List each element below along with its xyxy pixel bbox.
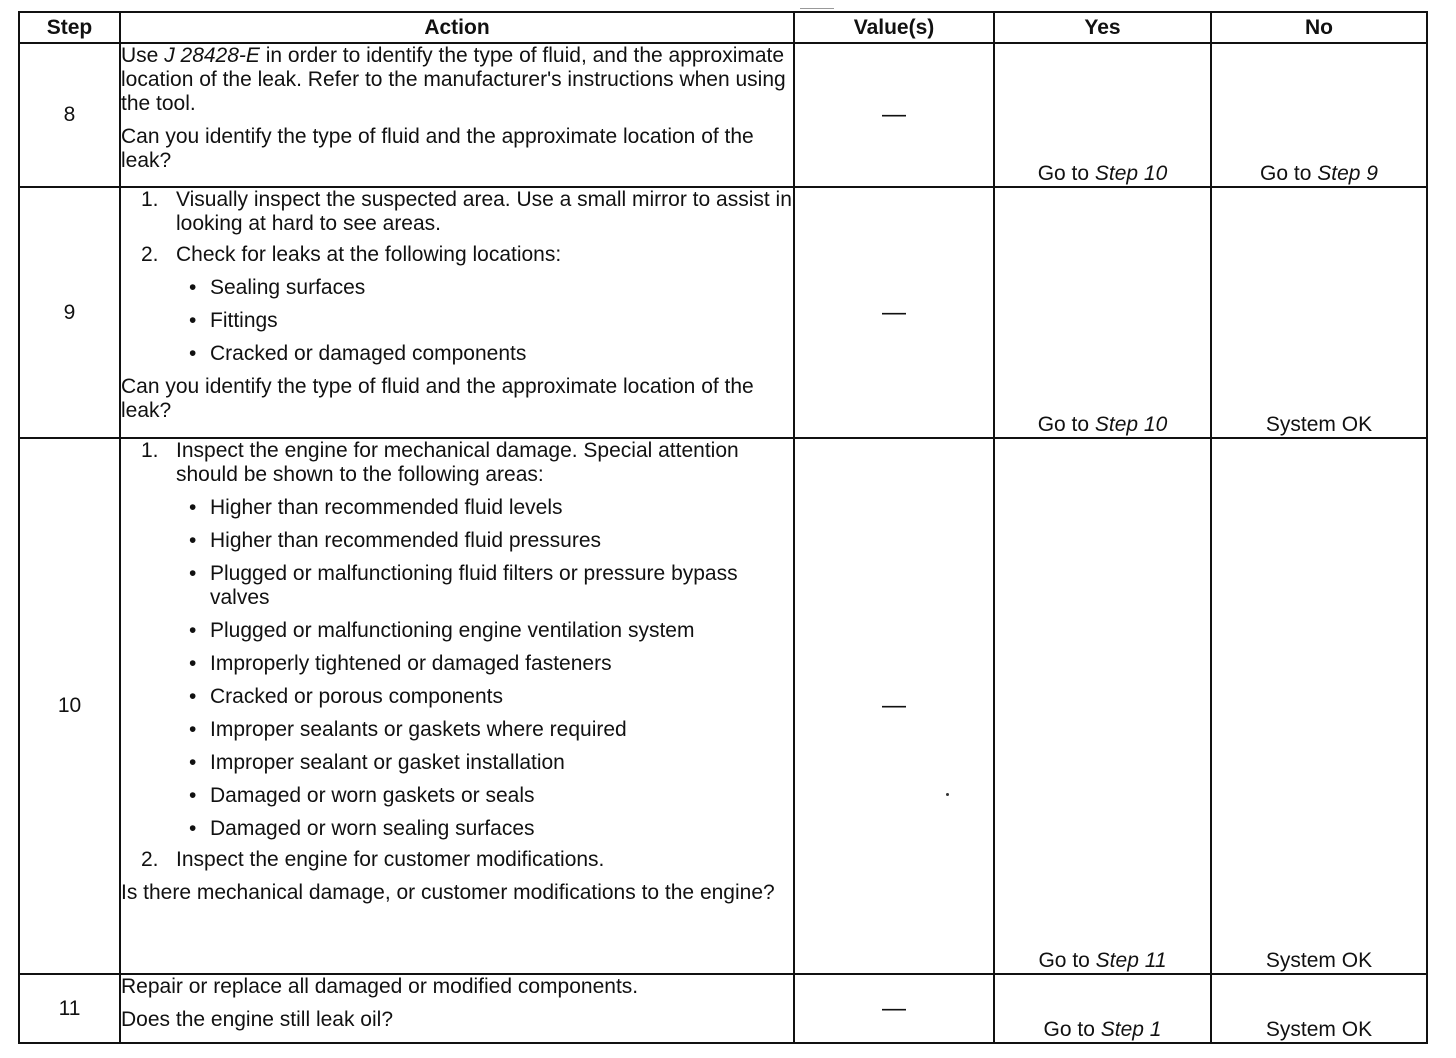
bullet-item: • Higher than recommended fluid levels [189,496,563,519]
diagnostic-table [18,11,1428,1044]
step-link[interactable]: Step 10 [1094,162,1168,185]
table-row [19,974,1427,1043]
action-cell [120,974,794,1043]
yes-cell: Go to Step 10 [994,187,1211,438]
action-question: Can you identify the type of fluid and the approximate location of the leak? [121,375,754,422]
step-number: 10 [19,438,120,974]
action-cell [120,438,794,974]
header-step: Step [19,12,120,43]
bullet-item: • Plugged or malfunctioning fluid filters or pressure bypass valves [189,562,738,609]
bullet-item: • Cracked or porous components [189,685,503,708]
bullet-item: • Plugged or malfunctioning engine ventilation system [189,619,695,642]
numbered-item: 2. Inspect the engine for customer modifications. [141,848,605,871]
yes-cell: Go to Step 1 [994,974,1211,1043]
scan-speck [946,793,949,796]
bullet-item: • Damaged or worn sealing surfaces [189,817,535,840]
action-cell [120,187,794,438]
scan-mark [800,8,834,9]
bullet-item: • Improper sealants or gaskets where required [189,718,627,741]
yes-cell: Go to Step 10 [994,43,1211,187]
value-cell: — [794,974,994,1043]
table-row [19,43,1427,187]
action-cell [120,43,794,187]
header-row [19,12,1427,43]
step-number: 9 [19,187,120,438]
step-link[interactable]: Step 10 [1094,413,1168,436]
step-link[interactable]: Step 1 [1100,1018,1162,1041]
bullet-item: • Higher than recommended fluid pressures [189,529,602,552]
bullet-item: • Fittings [189,309,278,332]
header-no: No [1211,12,1427,43]
step-number: 11 [19,974,120,1043]
no-cell: Go to Step 9 [1211,43,1427,187]
bullet-item: • Improper sealant or gasket installation [189,751,565,774]
bullet-item: • Improperly tightened or damaged fasteners [189,652,612,675]
value-cell: — [794,187,994,438]
step-link[interactable]: Step 9 [1317,162,1378,185]
table-row [19,438,1427,974]
numbered-item: 1. Inspect the engine for mechanical damage. Special attention should be shown to the following areas: [141,439,739,486]
step-number: 8 [19,43,120,187]
no-cell: System OK [1211,974,1427,1043]
step-link[interactable]: Step 11 [1095,949,1167,972]
value-cell: — [794,438,994,974]
header-yes: Yes [994,12,1211,43]
header-values: Value(s) [794,12,994,43]
numbered-item: 1. Visually inspect the suspected area. Use a small mirror to assist in looking at hard to see areas. [141,188,792,235]
value-cell: — [794,43,994,187]
table-row [19,187,1427,438]
action-question: Does the engine still leak oil? [121,1008,393,1031]
no-cell: System OK [1211,187,1427,438]
action-text: Repair or replace all damaged or modified components. [121,975,639,998]
bullet-item: • Cracked or damaged components [189,342,527,365]
tool-reference: J 28428-E [164,44,260,67]
action-question: Can you identify the type of fluid and the approximate location of the leak? [121,125,754,172]
numbered-item: 2. Check for leaks at the following locations: [141,243,562,266]
yes-cell: Go to Step 11 [994,438,1211,974]
bullet-item: • Damaged or worn gaskets or seals [189,784,535,807]
header-action: Action [120,12,794,43]
no-cell: System OK [1211,438,1427,974]
action-text: Use J 28428-E in order to identify the type of fluid, and the approximate location of the leak. Refer to the manufacturer's instructions when using the tool. [121,44,786,115]
bullet-item: • Sealing surfaces [189,276,366,299]
action-question: Is there mechanical damage, or customer modifications to the engine? [121,881,775,904]
